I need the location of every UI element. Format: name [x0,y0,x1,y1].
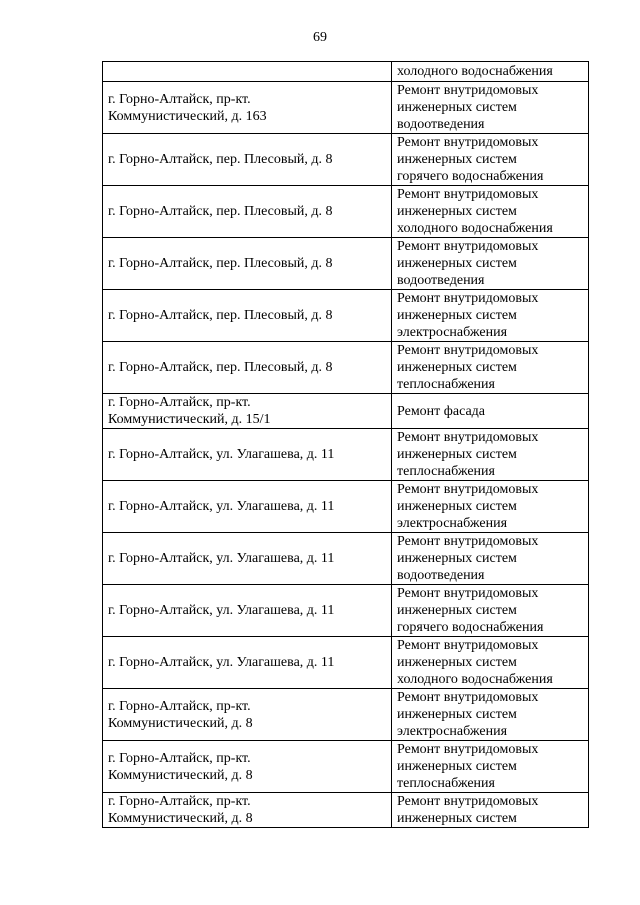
address-line: г. Горно-Алтайск, пер. Плесовый, д. 8 [108,152,333,167]
work-type-line: электроснабжения [397,724,508,739]
work-type-line: инженерных систем [397,655,517,670]
address-cell [103,637,392,689]
address-line: г. Горно-Алтайск, пер. Плесовый, д. 8 [108,360,333,375]
address-line: г. Горно-Алтайск, ул. Улагашева, д. 11 [108,551,335,566]
work-type-line: Ремонт внутридомовых [397,794,539,809]
work-type-line: холодного водоснабжения [397,64,553,79]
work-type-line: водоотведения [397,117,485,132]
table-row [103,134,589,186]
address-cell [103,290,392,342]
work-type-line: теплоснабжения [397,776,495,791]
work-type-cell [392,62,589,82]
address-line: Коммунистический, д. 8 [108,767,253,783]
address-line: г. Горно-Алтайск, пр-кт. [108,698,251,714]
work-type-line: Ремонт внутридомовых [397,187,539,202]
work-type-line: инженерных систем [397,204,517,219]
work-type-cell [392,186,589,238]
work-type-line: Ремонт внутридомовых [397,690,539,705]
work-type-line: инженерных систем [397,811,517,826]
work-type-line: электроснабжения [397,325,508,340]
work-type-line: инженерных систем [397,499,517,514]
work-type-cell [392,429,589,481]
address-line: г. Горно-Алтайск, пр-кт. [108,750,251,766]
work-type-line: водоотведения [397,273,485,288]
work-type-cell [392,238,589,290]
work-type-cell [392,342,589,394]
address-line: г. Горно-Алтайск, пер. Плесовый, д. 8 [108,256,333,271]
address-line: г. Горно-Алтайск, пр-кт. [108,794,251,809]
table-row [103,429,589,481]
work-type-line: инженерных систем [397,360,517,375]
work-type-line: электроснабжения [397,516,508,531]
work-type-line: Ремонт внутридомовых [397,482,539,497]
table-row [103,533,589,585]
work-type-line: Ремонт внутридомовых [397,239,539,254]
work-type-line: теплоснабжения [397,464,495,479]
work-type-line: Ремонт внутридомовых [397,343,539,358]
work-type-line: горячего водоснабжения [397,169,544,184]
address-line: г. Горно-Алтайск, пер. Плесовый, д. 8 [108,204,333,219]
work-type-cell [392,689,589,741]
work-type-line: Ремонт внутридомовых [397,291,539,306]
work-type-cell [392,741,589,793]
address-cell [103,585,392,637]
work-type-line: Ремонт внутридомовых [397,638,539,653]
work-type-line: инженерных систем [397,603,517,618]
table-row [103,585,589,637]
address-line: г. Горно-Алтайск, ул. Улагашева, д. 11 [108,655,335,670]
work-type-line: теплоснабжения [397,377,495,392]
work-type-line: инженерных систем [397,256,517,271]
work-type-cell [392,394,589,429]
work-type-line: Ремонт внутридомовых [397,586,539,601]
address-cell [103,134,392,186]
address-line: г. Горно-Алтайск, пр-кт. [108,91,251,107]
address-cell [103,82,392,134]
work-type-line: инженерных систем [397,308,517,323]
address-line: г. Горно-Алтайск, ул. Улагашева, д. 11 [108,499,335,514]
address-cell [103,741,392,793]
address-cell [103,793,392,828]
address-cell [103,394,392,429]
table-row [103,637,589,689]
work-type-cell [392,481,589,533]
table-row [103,741,589,793]
address-cell [103,481,392,533]
work-type-cell [392,637,589,689]
works-table [102,61,589,828]
address-cell [103,238,392,290]
table-row [103,689,589,741]
table-row [103,481,589,533]
page-number: 69 [313,30,327,45]
address-cell [103,62,392,82]
work-type-line: Ремонт внутридомовых [397,135,539,150]
work-type-line: холодного водоснабжения [397,672,553,687]
table-row [103,238,589,290]
address-line: Коммунистический, д. 8 [108,715,253,731]
address-line: г. Горно-Алтайск, пер. Плесовый, д. 8 [108,308,333,323]
table-row [103,186,589,238]
address-line: г. Горно-Алтайск, пр-кт. [108,395,251,410]
address-cell [103,689,392,741]
address-line: Коммунистический, д. 163 [108,108,267,124]
work-type-line: Ремонт внутридомовых [397,742,539,757]
address-cell [103,342,392,394]
table-row [103,290,589,342]
work-type-cell [392,290,589,342]
work-type-line: инженерных систем [397,100,517,115]
work-type-cell [392,134,589,186]
table-row [103,793,589,828]
work-type-line: инженерных систем [397,152,517,167]
work-type-cell [392,533,589,585]
work-type-cell [392,82,589,134]
table-row [103,394,589,429]
work-type-line: холодного водоснабжения [397,221,553,236]
work-type-cell [392,793,589,828]
works-table-body [103,62,589,828]
address-cell [103,186,392,238]
work-type-line: Ремонт фасада [397,403,486,419]
address-line: Коммунистический, д. 15/1 [108,412,271,427]
work-type-line: водоотведения [397,568,485,583]
table-row [103,62,589,82]
work-type-line: инженерных систем [397,551,517,566]
work-type-line: Ремонт внутридомовых [397,83,539,98]
work-type-cell [392,585,589,637]
work-type-line: инженерных систем [397,447,517,462]
table-row [103,342,589,394]
address-line: г. Горно-Алтайск, ул. Улагашева, д. 11 [108,603,335,618]
address-cell [103,533,392,585]
table-row [103,82,589,134]
work-type-line: инженерных систем [397,759,517,774]
work-type-line: Ремонт внутридомовых [397,534,539,549]
address-line: г. Горно-Алтайск, ул. Улагашева, д. 11 [108,447,335,462]
work-type-line: горячего водоснабжения [397,620,544,635]
work-type-line: Ремонт внутридомовых [397,430,539,445]
work-type-line: инженерных систем [397,707,517,722]
address-cell [103,429,392,481]
address-line: Коммунистический, д. 8 [108,811,253,826]
